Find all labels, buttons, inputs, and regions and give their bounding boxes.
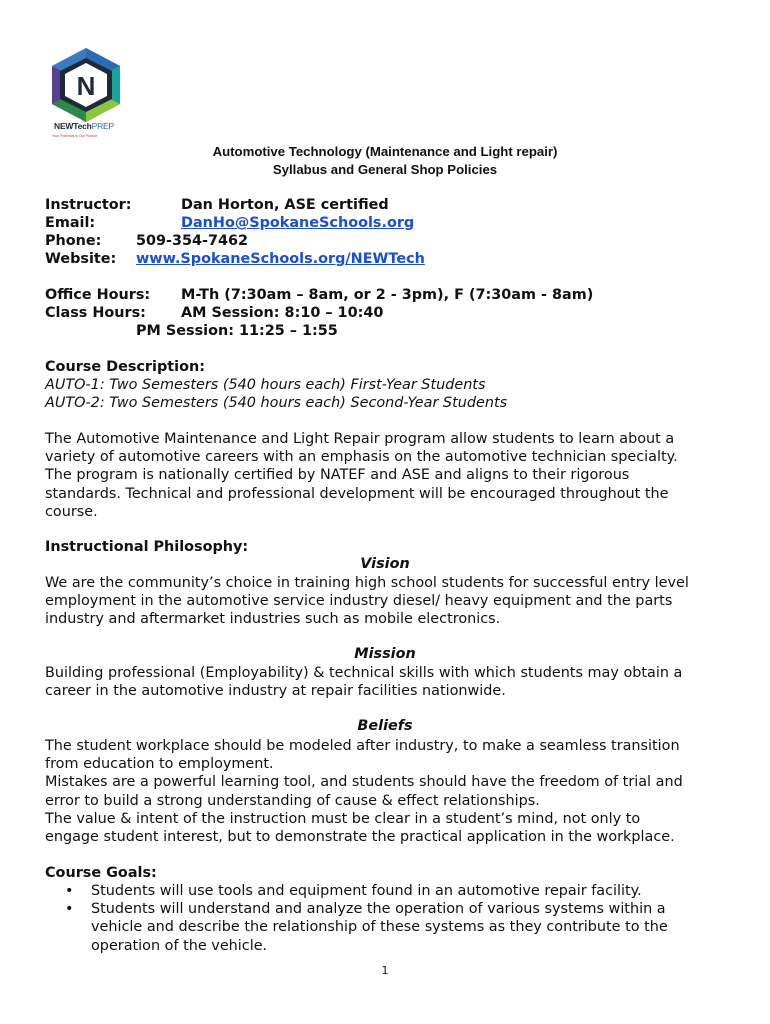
- text-line: industry and aftermarket industries such as mobile electronics.: [45, 611, 501, 628]
- text-line: error to build a strong understanding of cause & effect relationships.: [45, 792, 540, 809]
- am-session: AM Session: 8:10 – 10:40: [181, 305, 384, 321]
- text-line: • Students will understand and analyze the operation of various systems within a: [91, 901, 666, 918]
- beliefs-title: Beliefs: [357, 718, 413, 734]
- vision-body: [45, 574, 735, 629]
- document-title: Automotive Technology (Maintenance and Light repair): [212, 144, 558, 159]
- text-line: The student workplace should be modeled after industry, to make a seamless transition: [45, 738, 680, 754]
- course-goals-heading: Course Goals:: [45, 865, 157, 881]
- logo-letter: N: [76, 71, 96, 101]
- text-line: The value & intent of the instruction must be clear in a student’s mind, not only to: [45, 810, 641, 827]
- beliefs-body: [45, 737, 735, 846]
- instructor-label: Instructor:: [45, 197, 132, 213]
- mission-title: Mission: [354, 646, 416, 662]
- pm-session: PM Session: 11:25 – 1:55: [136, 323, 338, 339]
- website-link[interactable]: www.SpokaneSchools.org/NEWTech: [136, 251, 425, 267]
- text-line: variety of automotive careers with an emphasis on the automotive technician specialty.: [45, 449, 678, 466]
- list-item: [45, 900, 725, 955]
- logo-tagline: Your Potential is Our Pursuit: [52, 134, 98, 138]
- text-line: • Students will use tools and equipment found in an automotive repair facility.: [91, 883, 642, 899]
- auto2-line: AUTO-2: Two Semesters (540 hours each) Second-Year Students: [45, 395, 508, 411]
- logo-brand: NEWTechPREP: [54, 121, 114, 131]
- mission-body: [45, 664, 735, 700]
- text-line: course.: [45, 503, 98, 520]
- text-line: employment in the automotive service industry diesel/ heavy equipment and the parts: [45, 593, 673, 610]
- page-number: 1: [381, 964, 389, 977]
- vision-title: Vision: [360, 556, 410, 572]
- text-line: career in the automotive industry at repair facilities nationwide.: [45, 683, 506, 700]
- website-label: Website:: [45, 251, 117, 267]
- text-line: from education to employment.: [45, 756, 274, 773]
- text-line: Building professional (Employability) & technical skills with which students may obtain a: [45, 665, 683, 681]
- list-item: [45, 882, 725, 900]
- text-line: We are the community’s choice in training high school students for successful entry level: [45, 575, 689, 591]
- office-hours-value: M-Th (7:30am – 8am, or 2 - 3pm), F (7:30am - 8am): [181, 287, 594, 303]
- document-subtitle: Syllabus and General Shop Policies: [272, 162, 498, 177]
- text-line: vehicle and describe the relationship of these systems as they contribute to the: [91, 919, 668, 936]
- course-goals-list: [45, 882, 725, 955]
- phone-value: 509-354-7462: [136, 233, 249, 249]
- text-line: operation of the vehicle.: [91, 937, 268, 954]
- text-line: The Automotive Maintenance and Light Repair program allow students to learn about a: [45, 431, 675, 447]
- class-hours-label: Class Hours:: [45, 305, 146, 321]
- text-line: The program is nationally certified by NATEF and ASE and aligns to their rigorous: [45, 467, 630, 484]
- instructor-value: Dan Horton, ASE certified: [181, 197, 389, 213]
- email-link[interactable]: DanHo@SpokaneSchools.org: [181, 215, 415, 231]
- course-description-body: [45, 430, 735, 521]
- office-hours-label: Office Hours:: [45, 287, 151, 303]
- philosophy-heading: Instructional Philosophy:: [45, 539, 249, 555]
- text-line: standards. Technical and professional development will be encouraged throughout the: [45, 485, 669, 502]
- email-label: Email:: [45, 215, 96, 231]
- auto1-line: AUTO-1: Two Semesters (540 hours each) First-Year Students: [45, 377, 486, 393]
- course-description-heading: Course Description:: [45, 359, 205, 375]
- text-line: engage student interest, but to demonstrate the practical application in the workplace.: [45, 829, 675, 846]
- text-line: Mistakes are a powerful learning tool, and students should have the freedom of trial and: [45, 774, 683, 791]
- phone-label: Phone:: [45, 233, 102, 249]
